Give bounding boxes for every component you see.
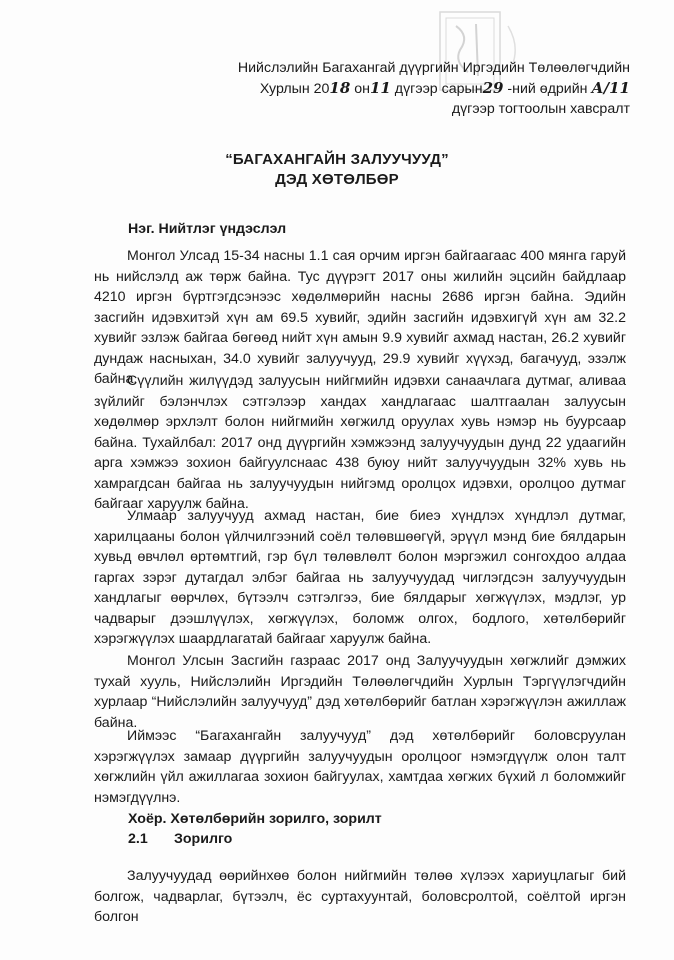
handwritten-resolution-number: А/11 bbox=[591, 79, 630, 97]
header-on: он bbox=[350, 81, 370, 97]
paragraph-2: Сүүлийн жилүүдэд залуусын нийгмийн идэвхи санаачлага дутмаг, аливаа зүйлийг бэлэнчлэх сэтгэлээр хандах хандлагаас шалтгаалан залуусын хөдөлмөр эрхлэлт болон нийгмийн хөгжилд оруулах хувь нэмэр нь буурсаар байна. Тухайлбал: 2017 онд дүүргийн хэмжээнд залуучуудын дунд 22 удаагийн арга хэмжээ зохион байгуулснаас 438 буюу нийт залуучуудын 32% хувь нь хамрагдсан байгаа нь залуучуудын нийгэмд оролцох идэвхи, оролцоо дутмаг байгааг харуулж байна. bbox=[94, 373, 626, 512]
handwritten-year: 18 bbox=[329, 79, 351, 97]
paragraph-1: Монгол Улсад 15-34 насны 1.1 сая орчим иргэн байгаагаас 400 мянга гаруй нь нийслэлд аж төрж байна. Тус дүүрэгт 2017 оны жилийн эцсийн байдлаар 4210 иргэн бүртгэгдсэнээс хөдөлмөрийн насны 2686 иргэн байна. Эдийн засгийн идэвхитэй хүн ам 69.5 хувийг, эдийн засгийн идэвхигүй хүн ам 32.2 хувийг эзлэж байгаа бөгөөд нийт хүн амын 9.9 хувийг ахмад настан, 26.2 хувийг дундаж насныхан, 34.0 хувийг залуучууд, 29.9 хувийг хүүхэд, багачууд, эзэлж байна. bbox=[94, 248, 626, 387]
header-saryn: дүгээр сарын bbox=[390, 81, 483, 97]
subsection-title: Зорилго bbox=[174, 831, 233, 847]
section-1-heading: Нэг. Нийтлэг үндэслэл bbox=[128, 221, 287, 237]
header-line-3: дүгээр тогтоолын хавсралт bbox=[451, 101, 630, 117]
title-line-1: “БАГАХАНГАЙН ЗАЛУУЧУУД” bbox=[225, 151, 449, 168]
subsection-number: 2.1 bbox=[128, 831, 148, 847]
section-2-heading: Хоёр. Хөтөлбөрийн зорилго, зорилт bbox=[128, 811, 382, 827]
header-line-1: Нийслэлийн Багахангай дүүргийн Иргэдийн Төлөөлөгчдийн bbox=[237, 60, 630, 76]
header-odriin: -ний өдрийн bbox=[503, 81, 592, 97]
document-header bbox=[170, 58, 630, 119]
title-line-2: ДЭД ХӨТӨЛБӨР bbox=[275, 171, 399, 188]
header-hurlyn: Хурлын 20 bbox=[259, 81, 330, 97]
paragraph-3: Улмаар залуучууд ахмад настан, бие биеэ хүндлэх хүндлэл дутмаг, харилцааны болон үйлчилгээний соёл төлөвшөөгүй, эрүүл мэнд бие бялдарын хувьд өвчлөл өртөмтгий, гэр бүл төлөвлөлт болон мэргэжил сонгохдоо алдаа гаргах зэрэг дутагдал элбэг байгаа нь залуучуудад чиглэгдсэн залуучуудын хандлагыг өөрчлөх, бүтээлч сэтгэлгээ, бие бялдарыг хөгжүүлэх, мэдлэг, ур чадварыг дээшлүүлэх, хөгжүүлэх, боломж олгох, бодлого, хөтөлбөрийг хэрэгжүүлэх шаардлагатай байгааг харуулж байна. bbox=[94, 508, 626, 647]
header-line-2 bbox=[170, 78, 630, 99]
subsection-heading bbox=[128, 829, 232, 849]
paragraph-5: Иймээс “Багахангайн залуучууд” дэд хөтөлбөрийг боловсруулан хэрэгжүүлэх замаар дүүргийн залуучуудын оролцоог нэмэгдүүлж олон талт хөгжлийн үйл ажиллагаа зохион байгуулах, хамтдаа хөгжих бүхий л боломжийг нэмэгдүүлнэ. bbox=[94, 728, 626, 806]
paragraph-6: Залуучуудад өөрийнхөө болон нийгмийн төлөө хүлээх хариуцлагыг бий болгож, чадварлаг, бүтээлч, ёс суртахуунтай, боловсролтой, соёлтой иргэн болгон bbox=[94, 868, 626, 925]
paragraph-4: Монгол Улсын Засгийн газраас 2017 онд Залуучуудын хөгжлийг дэмжих тухай хууль, Нийслэлийн Иргэдийн Төлөөлөгчдийн Хурлын Тэргүүлэгчдийн хурлаар “Нийслэлийн залуучууд” дэд хөтөлбөрийг батлан хэрэгжүүлэн ажиллаж байна. bbox=[94, 653, 626, 731]
document-title bbox=[0, 150, 674, 190]
handwritten-month: 11 bbox=[369, 79, 391, 97]
handwritten-day: 29 bbox=[482, 79, 504, 97]
